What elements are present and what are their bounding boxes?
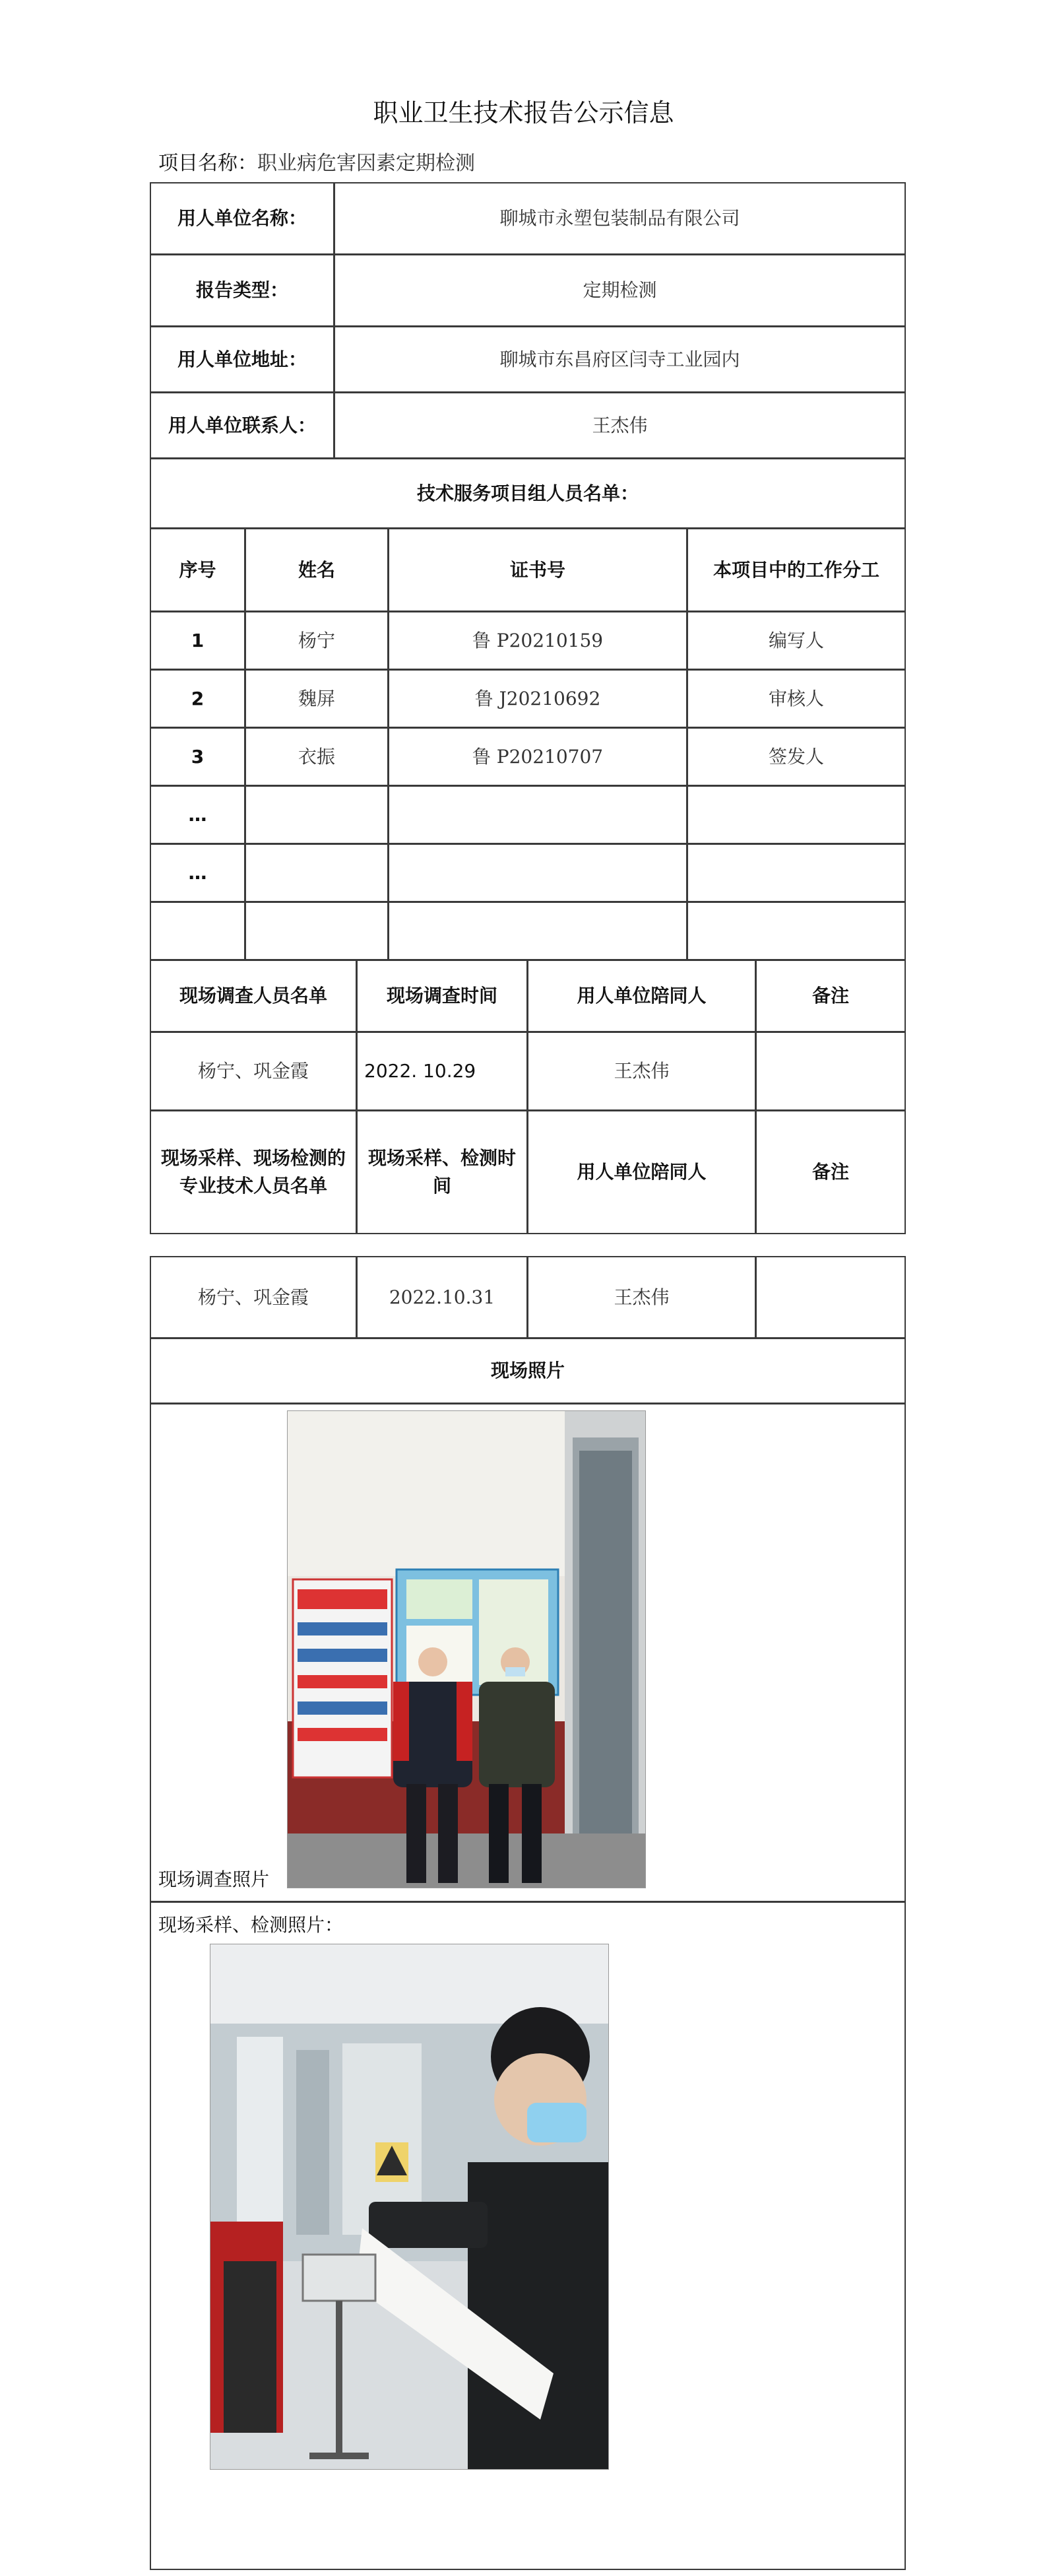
team-row-3-name: 衣振 — [245, 727, 389, 786]
team-row-4-role — [687, 785, 906, 844]
sampling-photo-image — [210, 1944, 608, 2469]
info-value-company: 聊城市永塑包装制品有限公司 — [334, 182, 906, 255]
team-row-2-cert: 鲁 J20210692 — [388, 669, 687, 728]
info-label-company: 用人单位名称： — [150, 182, 334, 255]
info-label-contact: 用人单位联系人： — [150, 392, 334, 459]
team-row-2-name: 魏屏 — [245, 669, 389, 728]
survey-photo — [287, 1410, 646, 1888]
sampling-header-escort: 用人单位陪同人 — [527, 1110, 756, 1234]
sampling-staff: 杨宁、巩金霞 — [150, 1256, 357, 1338]
team-row-1-role: 编写人 — [687, 611, 906, 670]
team-row-5-no: … — [150, 843, 245, 902]
team-row-5-cert — [388, 843, 687, 902]
team-row-4-cert — [388, 785, 687, 844]
sampling-note — [755, 1256, 906, 1338]
sampling-time: 2022.10.31 — [356, 1256, 528, 1338]
team-row-1-cert: 鲁 P20210159 — [388, 611, 687, 670]
survey-photo-caption: 现场调查照片 — [158, 1868, 270, 1890]
team-row-6-no — [150, 902, 245, 960]
team-header-role: 本项目中的工作分工 — [687, 528, 906, 612]
team-row-4-no: … — [150, 785, 245, 844]
team-row-6-name — [245, 902, 389, 960]
project-name — [158, 147, 475, 176]
survey-header-staff: 现场调查人员名单 — [150, 960, 357, 1032]
survey-escort: 王杰伟 — [527, 1032, 756, 1111]
info-value-report-type: 定期检测 — [334, 254, 906, 327]
team-row-1-no: 1 — [150, 611, 245, 670]
survey-header-time: 现场调查时间 — [356, 960, 528, 1032]
team-row-4-name — [245, 785, 389, 844]
team-row-2-role: 审核人 — [687, 669, 906, 728]
sampling-escort: 王杰伟 — [527, 1256, 756, 1338]
sampling-header-note: 备注 — [755, 1110, 906, 1234]
team-row-5-role — [687, 843, 906, 902]
sampling-photo-caption: 现场采样、检测照片： — [158, 1914, 344, 1936]
info-label-report-type: 报告类型： — [150, 254, 334, 327]
survey-header-note: 备注 — [755, 960, 906, 1032]
info-label-address: 用人单位地址： — [150, 326, 334, 393]
survey-photo-image — [288, 1411, 645, 1888]
survey-header-escort: 用人单位陪同人 — [527, 960, 756, 1032]
team-row-3-role: 签发人 — [687, 727, 906, 786]
team-row-6-cert — [388, 902, 687, 960]
team-row-5-name — [245, 843, 389, 902]
survey-time: 2022. 10.29 — [356, 1032, 528, 1111]
sampling-header-staff: 现场采样、现场检测的专业技术人员名单 — [150, 1110, 357, 1234]
info-value-address: 聊城市东昌府区闫寺工业园内 — [334, 326, 906, 393]
photos-heading: 现场照片 — [150, 1338, 906, 1404]
team-row-3-no: 3 — [150, 727, 245, 786]
team-heading: 技术服务项目组人员名单： — [150, 458, 906, 529]
survey-note — [755, 1032, 906, 1111]
team-row-3-cert: 鲁 P20210707 — [388, 727, 687, 786]
team-header-name: 姓名 — [245, 528, 389, 612]
page-title: 职业卫生技术报告公示信息 — [373, 98, 674, 127]
sampling-header-time: 现场采样、检测时间 — [356, 1110, 528, 1234]
team-header-no: 序号 — [150, 528, 245, 612]
project-label: 项目名称： — [158, 152, 257, 175]
survey-staff: 杨宁、巩金霞 — [150, 1032, 357, 1111]
sampling-photo — [210, 1944, 609, 2470]
team-row-2-no: 2 — [150, 669, 245, 728]
team-row-6-role — [687, 902, 906, 960]
team-header-cert: 证书号 — [388, 528, 687, 612]
info-value-contact: 王杰伟 — [334, 392, 906, 459]
project-value: 职业病危害因素定期检测 — [257, 152, 475, 175]
team-row-1-name: 杨宁 — [245, 611, 389, 670]
